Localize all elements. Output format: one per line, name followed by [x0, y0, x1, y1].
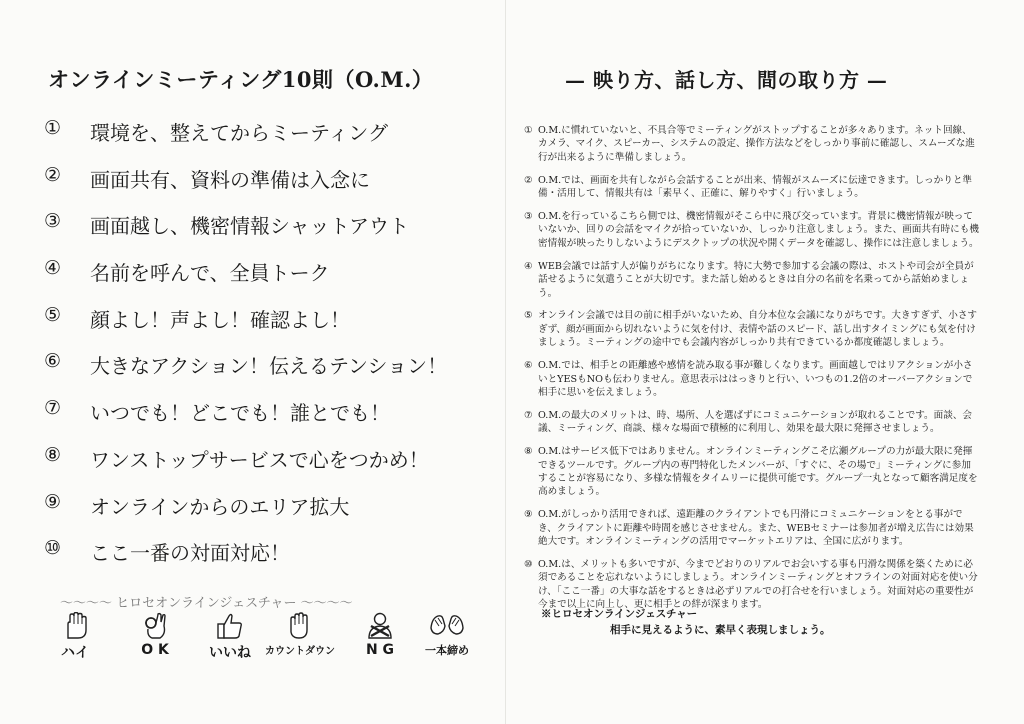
note-item — [524, 359, 980, 399]
right-section-title: — 映り方、話し方、間の取り方 — — [565, 68, 888, 92]
note-number: ④ — [524, 260, 533, 272]
note-item — [524, 409, 980, 436]
rule-number: ⑥ — [44, 350, 62, 373]
rule-item — [44, 257, 484, 304]
note-text: WEB会議では話す人が偏りがちになります。特に大勢で参加する会議の際は、ホストや司会が全員が話せるように気遣うことが大切です。また話し始めるときは自分の名前を名乗ってから話始めましょう。 — [538, 260, 974, 299]
note-text: O.M.がしっかり活用できれば、遠距離のクライアントでも円滑にコミュニケーションをとる事ができ、クライアントに距離や時間を感じさせません。また、WEBセミナーは参加者が増え広告には効果絶大です。オンラインミーティングの活用でマーケットエリアは、全国に広がります。 — [538, 509, 974, 548]
rule-text: ここ一番の対面対応！ — [90, 541, 290, 566]
ok-hand-icon — [115, 612, 195, 640]
rule-number: ⑧ — [44, 443, 62, 466]
note-item — [524, 210, 980, 250]
rule-item — [44, 164, 484, 211]
gesture-label: いいね — [209, 645, 251, 661]
note-text: O.M.では、画面を共有しながら会話することが出来、情報がスムーズに伝達できます。しっかりと準備・活用して、情報共有は「素早く、正確に、解りやすく」行いましょう。 — [538, 174, 973, 200]
rule-number: ⑤ — [44, 303, 62, 326]
note-text: O.M.はサービス低下ではありません。オンラインミーティングこそ広瀬グループの力が最大限に発揮できるツールです。グループ内の専門特化したメンバーが、「すぐに、その場で」ミーティングに参加することが容易になり、多様な情報をタイムリーに提供可能です。グループ一丸となって顧客満足度を高めましょう。 — [538, 446, 978, 498]
gesture-item — [35, 612, 115, 662]
gesture-row — [55, 612, 475, 662]
gesture-label: N G — [365, 642, 395, 658]
rule-text: 環境を、整えてからミーティング — [90, 121, 388, 145]
rule-text: いつでも！どこでも！誰とでも！ — [90, 401, 390, 426]
rule-item — [44, 304, 484, 351]
rule-item — [44, 491, 484, 538]
note-number: ② — [524, 174, 533, 186]
rule-number: ① — [44, 117, 62, 139]
rule-number: ③ — [44, 210, 62, 233]
countdown-hand-icon — [260, 612, 340, 640]
note-number: ① — [524, 125, 533, 136]
gesture-item — [190, 612, 270, 662]
note-text: O.M.は、メリットも多いですが、今までどおりのリアルでお会いする事も円滑な関係を築くために必須であることを忘れないようにしましょう。オンラインミーティングとオフラインの対面対応を使い分け、「ここ一番」の大事な話をするときは必ずリアルでの打合せを行いましょう。対面対応の重要性が今まで以上に向上し、更に相手との絆が深まります。 — [538, 559, 978, 611]
gesture-item — [407, 612, 487, 658]
rule-number: ⑦ — [44, 397, 62, 420]
rule-item — [44, 444, 484, 491]
note-item — [524, 260, 980, 300]
note-text: オンライン会議では目の前に相手がいないため、自分本位な会議になりがちです。大きすぎず、小さすぎず、顔が画面から切れないように気を付け、表情や話のスピード、話し出すタイミングにも気を付けましょう。ミーティングの途中でも会議内容がしっかり共有できているか都度確認しましょう。 — [538, 310, 978, 349]
rules-list — [44, 117, 484, 584]
note-number: ⑧ — [524, 446, 533, 458]
page-fold-line — [505, 0, 506, 724]
gesture-banner: 〜〜〜〜 ヒロセオンラインジェスチャー 〜〜〜〜 — [60, 596, 353, 611]
gesture-label: カウントダウン — [265, 646, 335, 657]
clapping-hands-icon — [407, 612, 487, 640]
gesture-label: O K — [141, 642, 169, 658]
note-number: ⑦ — [524, 409, 533, 421]
note-text: O.M.では、相手との距離感や感情を読み取る事が難しくなります。画面越しではリアクションが小さいとYESもNOも伝わりません。意思表示ははっきりと行い、いつもの1.2倍のオーバーアクションで相手に思いを伝えましょう。 — [538, 360, 973, 398]
rule-text: 名前を呼んで、全員トーク — [90, 261, 330, 286]
note-number: ⑩ — [524, 559, 533, 571]
note-text: O.M.を行っているこちら側では、機密情報がそこら中に飛び交っています。背景に機密情報が映っていないか、回りの会話をマイクが拾っていないか、しっかり注意しましょう。また、画面共有時にも機密情報が映ったりしないようにデスクトップの状況や開くデータを確認し、操作には注意しましょう。 — [538, 211, 979, 249]
note-text: O.M.の最大のメリットは、時、場所、人を選ばずにコミュニケーションが取れることです。面談、会議、ミーティング、商談、様々な場面で積極的に利用し、効果を最大限に発揮させましょう。 — [538, 409, 973, 435]
rule-text: オンラインからのエリア拡大 — [90, 494, 350, 519]
note-item — [524, 309, 980, 349]
raised-hand-icon — [35, 612, 115, 640]
notes-list — [524, 124, 980, 621]
gesture-label: ハイ — [61, 645, 89, 661]
gesture-footnote-text: 相手に見えるように、素早く表現しましょう。 — [610, 624, 831, 636]
gesture-label: 一本締め — [425, 644, 469, 657]
rule-number: ② — [44, 163, 62, 186]
rule-item — [44, 117, 484, 164]
rule-number: ④ — [44, 257, 62, 280]
note-number: ⑥ — [524, 360, 533, 372]
note-number: ⑤ — [524, 310, 533, 322]
gesture-item — [115, 612, 195, 658]
gesture-item — [260, 612, 340, 657]
rule-text: 大きなアクション！伝えるテンション！ — [90, 354, 448, 379]
rule-number: ⑨ — [44, 490, 62, 513]
note-item — [524, 508, 980, 548]
note-item — [524, 174, 980, 201]
rule-number: ⑩ — [44, 537, 62, 560]
note-number: ⑨ — [524, 509, 533, 521]
thumbs-up-icon — [190, 612, 270, 640]
note-item — [524, 445, 980, 499]
note-item — [524, 124, 980, 164]
rule-text: 顔よし！声よし！確認よし！ — [90, 307, 350, 332]
rule-text: 画面越し、機密情報シャットアウト — [90, 214, 409, 239]
rule-item — [44, 397, 484, 444]
rule-item — [44, 537, 484, 584]
rule-item — [44, 210, 484, 257]
rule-item — [44, 350, 484, 397]
note-item — [524, 558, 980, 612]
note-text: O.M.に慣れていないと、不具合等でミーティングがストップすることが多々あります。ネット回線、カメラ、マイク、スピーカー、システムの設定、操作方法などをしっかり事前に確認し、スムーズな進行が出来るように準備しましょう。 — [538, 125, 975, 163]
rules-title: オンラインミーティング10則（O.M.） — [48, 67, 434, 92]
note-number: ③ — [524, 211, 533, 223]
gesture-footnote-title: ※ヒロセオンラインジェスチャー — [541, 608, 698, 620]
rule-text: 画面共有、資料の準備は入念に — [90, 167, 370, 192]
rule-text: ワンストップサービスで心をつかめ！ — [90, 447, 429, 472]
